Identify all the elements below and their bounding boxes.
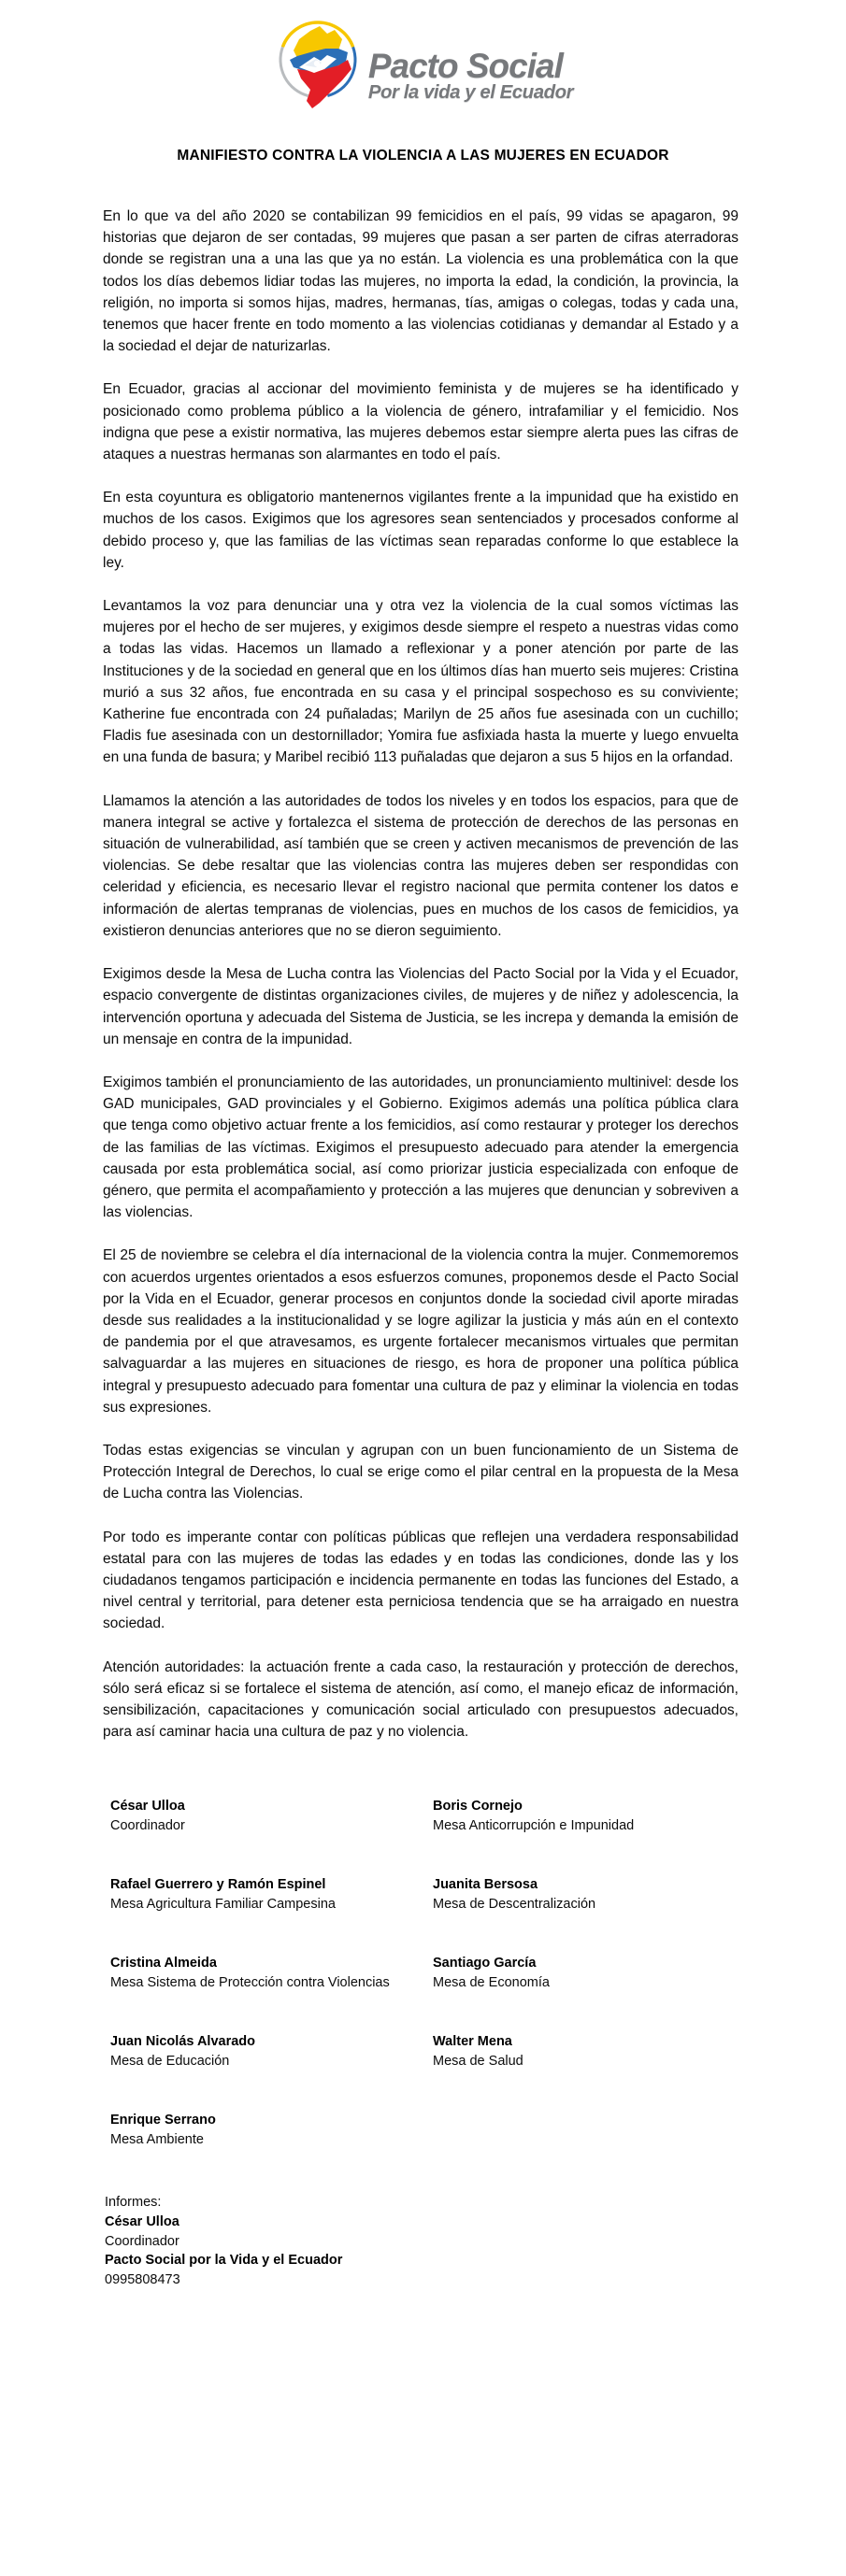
signature-name: Boris Cornejo: [433, 1799, 523, 1815]
paragraph-feminist-movement: En Ecuador, gracias al accionar del movimiento feminista y de mujeres se ha identificado y posicionado como problema público a la violencia de género, intrafamiliar y el femicidio. Nos indigna que pese a existir normativa, las mujeres debemos estar siempre alerta pues las cifras de ataques a nuestras hermanas son alarmantes en todo el país.: [103, 381, 738, 463]
paragraph-gad-demands: Exigimos también el pronunciamiento de las autoridades, un pronunciamiento multinivel: desde los GAD municipales, GAD provinciales y el Gobierno. Exigimos además una política pública clara que tenga como objetivo actuar frente a los femicidios, así como restaurar y proteger los derechos de las familias de las víctimas. Exigimos el presupuesto adecuado para atender la emergencia causada por esta problemática social, así como priorizar justicia especializada con enfoque de género, que permita el acompañamiento y protección a las mujeres que denuncian y sobreviven a las violencias.: [103, 1074, 738, 1221]
signature-cesar-ulloa: [110, 1797, 433, 1836]
signature-role: Mesa de Descentralización: [433, 1897, 596, 1913]
footer-label: Informes:: [105, 2195, 162, 2211]
footer-contact-role: Coordinador: [105, 2233, 179, 2249]
signature-name: Santiago García: [433, 1956, 537, 1971]
signature-santiago-garcia: [433, 1954, 762, 1993]
signature-role: Mesa Anticorrupción e Impunidad: [433, 1818, 635, 1834]
page-title: MANIFIESTO CONTRA LA VIOLENCIA A LAS MUJERES EN ECUADOR: [177, 148, 669, 164]
logo-brand: Pacto Social: [367, 47, 563, 85]
paragraph-25-noviembre: El 25 de noviembre se celebra el día internacional de la violencia contra la mujer. Conmemoremos con acuerdos urgentes orientados a esos esfuerzos comunes, proponemos desde el Pacto Social por la Vida en el Ecuador, generar procesos en conjuntos donde la sociedad civil aporte miradas desde sus realidades a la institucionalidad y se logre agilizar la justicia y más aún en el contexto de pandemia por el que atravesamos, es urgente fortalecer mecanismos virtuales que permitan salvaguardar a las mujeres en situaciones de riesgo, es hora de proponer una política pública integral y presupuesto adecuado para fomentar una cultura de paz y eliminar la violencia en todas sus expresiones.: [103, 1247, 738, 1416]
signatures-section: [110, 1797, 762, 2150]
signature-name: Cristina Almeida: [110, 1956, 217, 1971]
paragraph-authorities-protection-system: Llamamos la atención a las autoridades de todos los niveles y en todos los espacios, para que de manera integral se active y fortalezca el sistema de protección de derechos de las personas en situación de vulnerabilidad, así también que se creen y activen mecanismos de prevención de las violencias. Se debe resaltar que las violencias contra las mujeres deben ser respondidas con celeridad y eficiencia, es necesario llevar el registro nacional que permita contener los datos e información de alertas tempranas de violencias, pues en muchos de los casos de femicidios, ya existieron denuncias anteriores que no se dieron seguimiento.: [103, 792, 738, 939]
paragraph-impunity-vigilance: En esta coyuntura es obligatorio mantenernos vigilantes frente a la impunidad que ha existido en muchos de los casos. Exigimos que los agresores sean sentenciados y procesados conforme al debido proceso y, que las familias de las víctimas sean reparadas conforme lo que establece la ley.: [103, 490, 738, 571]
signature-name: Enrique Serrano: [110, 2113, 216, 2128]
signature-role: Mesa Sistema de Protección contra Violencias: [110, 1975, 390, 1991]
pacto-social-logo: [273, 9, 573, 114]
signature-role: Mesa Agricultura Familiar Campesina: [110, 1897, 336, 1913]
signature-cristina-almeida: [110, 1954, 433, 1993]
signature-role: Mesa de Economía: [433, 1975, 550, 1991]
paragraph-integral-protection-system: Todas estas exigencias se vinculan y agrupan con un buen funcionamiento de un Sistema de Protección Integral de Derechos, lo cual se erige como el pilar central en la propuesta de la Mesa de Lucha contra las Violencias.: [103, 1442, 738, 1502]
contact-footer: [105, 2193, 762, 2289]
signature-name: César Ulloa: [110, 1799, 185, 1815]
logo-text: [367, 47, 574, 112]
paragraph-femicide-count: En lo que va del año 2020 se contabilizan 99 femicidios en el país, 99 vidas se apagaron, 99 historias que dejaron de ser contadas, 99 mujeres que pasan a ser parten de cifras aterradoras donde se registran una a una las que ya no están. La violencia es una problemática con la que todos los días debemos lidiar todas las mujeres, no importa la edad, la condición, la provincia, la religión, no importa si somos hijas, madres, hermanas, tías, amigas o colegas, todas y cada una, tenemos que hacer frente en todo momento a las violencias cotidianas y demandar al Estado y a la sociedad el dejar de naturizarlas.: [103, 208, 738, 355]
paragraph-attention-authorities: Atención autoridades: la actuación frente a cada caso, la restauración y protección de derechos, sólo será eficaz si se fortalece el sistema de atención, así como, el manejo eficaz de información, sensibilización, capacitaciones y comunicación social articulado con presupuestos adecuados, para así caminar hacia una cultura de paz y no violencia.: [103, 1658, 738, 1741]
paragraph-victims-cases: Levantamos la voz para denunciar una y otra vez la violencia de la cual somos víctimas las mujeres por el hecho de ser mujeres, y exigimos desde siempre el respeto a nuestras vidas como a todas las vidas. Hacemos un llamado a reflexionar y a poner atención por parte de las Instituciones y de la sociedad en general que en los últimos días han muerto seis mujeres: Cristina murió a sus 32 años, fue encontrada en su casa y el principal sospechoso es su conviviente; Katherine fue encontrada con 24 puñaladas; Marilyn de 25 años fue asesinada con un cuchillo; Fladis fue asesinada con un destornillador; Yomira fue asfixiada hasta la muerte y luego envuelta en una funda de basura; y Maribel recibió 113 puñaladas que dejaron a sus 5 hijos en la orfandad.: [103, 598, 738, 766]
paragraph-public-policies: Por todo es imperante contar con políticas públicas que reflejen una verdadera responsabilidad estatal para con las mujeres de todas las edades y en todas las condiciones, donde las y los ciudadanos tengamos participación e incidencia permanente en todas las funciones del Estado, a nivel central y territorial, para detener esta perniciosa tendencia que se ha arraigado en nuestra sociedad.: [103, 1529, 738, 1632]
signature-juan-nicolas-alvarado: [110, 2032, 433, 2071]
signature-role: Mesa de Salud: [433, 2054, 523, 2070]
logo-header: [0, 0, 846, 114]
signature-name: Juan Nicolás Alvarado: [110, 2034, 255, 2050]
footer-phone: 0995808473: [105, 2271, 180, 2287]
signature-walter-mena: [433, 2032, 762, 2071]
footer-organization: Pacto Social por la Vida y el Ecuador: [105, 2253, 343, 2269]
signature-rafael-guerrero-ramon-espinel: [110, 1875, 433, 1914]
signature-juanita-bersosa: [433, 1875, 762, 1914]
signature-role: Mesa Ambiente: [110, 2132, 204, 2148]
paragraph-mesa-de-lucha: Exigimos desde la Mesa de Lucha contra las Violencias del Pacto Social por la Vida y el Ecuador, espacio convergente de distintas organizaciones civiles, de mujeres y de niñez y adolescencia, la intervención oportuna y adecuada del Sistema de Justicia, se les increpa y demanda la emisión de un mensaje en contra de la impunidad.: [103, 966, 738, 1047]
logo-tagline: Por la vida y el Ecuador: [367, 81, 574, 103]
signature-name: Walter Mena: [433, 2034, 512, 2050]
signature-boris-cornejo: [433, 1797, 762, 1836]
signature-role: Coordinador: [110, 1818, 185, 1834]
signature-enrique-serrano: [110, 2111, 433, 2150]
ecuador-map-handshake-icon: [273, 11, 366, 114]
footer-contact-name: César Ulloa: [105, 2213, 179, 2229]
signature-name: Juanita Bersosa: [433, 1877, 538, 1893]
signature-name: Rafael Guerrero y Ramón Espinel: [110, 1877, 326, 1893]
signature-role: Mesa de Educación: [110, 2054, 230, 2070]
document-body: [103, 206, 738, 1743]
